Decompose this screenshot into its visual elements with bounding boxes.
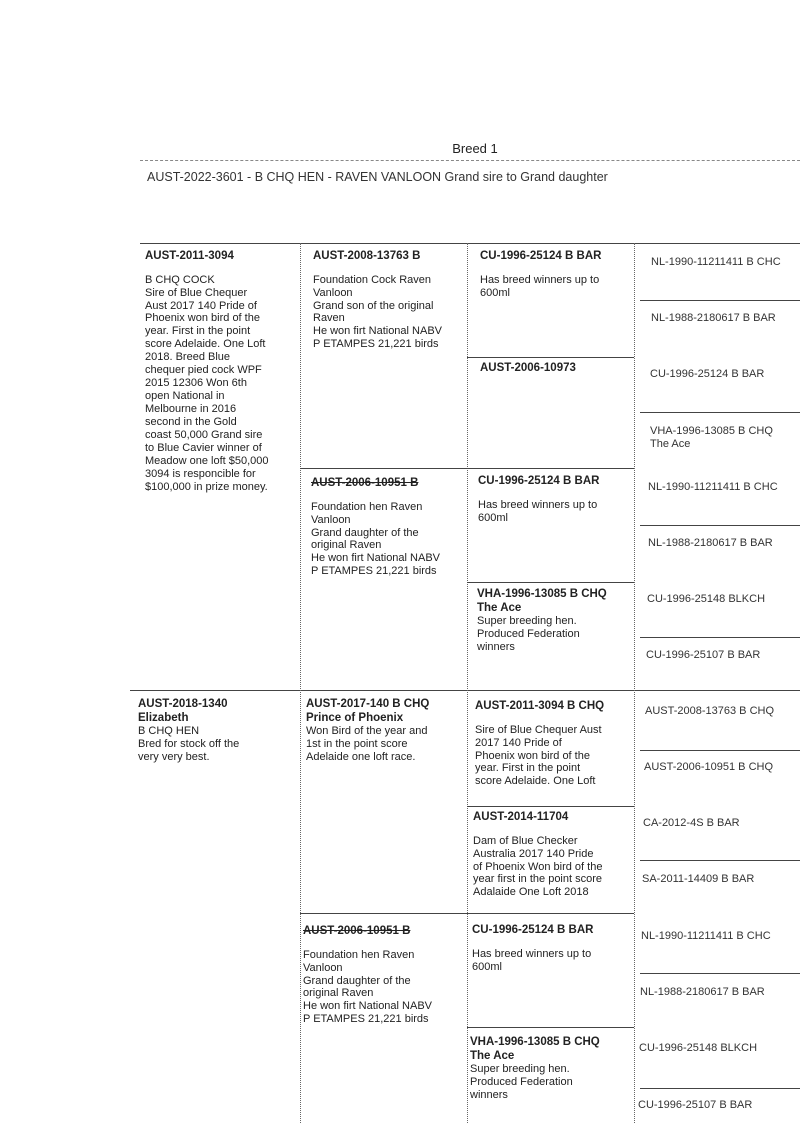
dam-band: AUST-2018-1340 — [138, 698, 228, 710]
gen3-line — [467, 1027, 634, 1028]
pedigree-top-line — [140, 243, 800, 244]
gen4-cell — [650, 425, 800, 451]
gen2-description: Foundation Cock Raven Vanloon Grand son of the original Raven He won firt National NABV P ETAMPES 21,221 birds — [313, 273, 442, 351]
gen3-band: AUST-2014-11704 — [473, 811, 569, 823]
gen4-cell — [638, 1099, 800, 1112]
gen2-name: Prince of Phoenix — [306, 711, 404, 724]
gen3-cell — [480, 362, 632, 466]
gen4-band: CU-1996-25107 B BAR — [638, 1099, 753, 1111]
gen4-line — [640, 300, 800, 301]
gen4-cell — [639, 1042, 800, 1055]
sire-description: B CHQ COCK Sire of Blue Chequer Aust 2017 140 Pride of Phoenix won bird of the year. First in the point score Adelaide. One Loft 2018. Breed Blue chequer pied cock WPF 2015 12306 Won 6th open National in Melbourne in 2016 second in the Gold coast 50,000 Grand sire to Blue Cavier winner of Meadow one loft $50,000 3094 is responcible for $100,000 in prize money. — [145, 273, 269, 494]
sire-cell — [145, 250, 297, 680]
gen3-description: Has breed winners up to 600ml — [480, 273, 600, 299]
gen3-band: VHA-1996-13085 B CHQ — [470, 1036, 600, 1048]
gen2-cell — [313, 250, 465, 465]
gen4-cell — [650, 368, 800, 381]
gen3-band: CU-1996-25124 B BAR — [472, 924, 594, 936]
gen4-line — [640, 1088, 800, 1089]
gen4-cell — [648, 481, 800, 494]
gen2-band: AUST-2006-10951 B — [303, 925, 411, 937]
gen4-band: CU-1996-25124 B BAR — [650, 368, 765, 380]
gen4-band: AUST-2006-10951 B CHQ — [644, 761, 774, 773]
gen2-cell — [306, 698, 465, 908]
gen4-band: NL-1990-11211411 B CHC — [641, 930, 771, 942]
gen4-band: NL-1988-2180617 B BAR — [640, 986, 765, 998]
gen4-line — [640, 412, 800, 413]
gen3-description: Has breed winners up to 600ml — [478, 498, 598, 524]
column-divider-2 — [467, 243, 468, 1123]
gen3-line — [467, 806, 634, 807]
gen3-description: Super breeding hen. Produced Federation winners — [477, 615, 580, 654]
gen3-description: Super breeding hen. Produced Federation winners — [470, 1063, 573, 1102]
gen2-cell — [311, 477, 465, 687]
gen3-line — [467, 582, 634, 583]
gen2-line — [300, 468, 467, 469]
gen4-band: VHA-1996-13085 B CHQ — [650, 425, 773, 437]
gen4-band: NL-1988-2180617 B BAR — [651, 312, 776, 324]
gen3-band: VHA-1996-13085 B CHQ — [477, 588, 607, 600]
gen4-cell — [646, 649, 800, 662]
gen3-band: AUST-2006-10973 — [480, 362, 576, 374]
gen4-band: CU-1996-25148 BLKCH — [639, 1042, 758, 1054]
subject-divider — [140, 160, 800, 161]
gen3-line — [467, 357, 634, 358]
gen3-cell — [472, 924, 634, 1025]
gen3-line — [467, 913, 634, 914]
gen2-line — [300, 913, 467, 914]
gen4-band: CU-1996-25148 BLKCH — [647, 593, 766, 605]
gen4-line — [640, 860, 800, 861]
gen4-band: SA-2011-14409 B BAR — [642, 873, 755, 885]
sire-band: AUST-2011-3094 — [145, 250, 234, 262]
gen2-band: AUST-2017-140 B CHQ — [306, 698, 430, 710]
gen2-description: Won Bird of the year and 1st in the point score Adelaide one loft race. — [306, 725, 428, 764]
gen3-cell — [475, 700, 634, 804]
gen3-line — [467, 468, 634, 469]
gen4-band: NL-1988-2180617 B BAR — [648, 537, 773, 549]
gen4-cell — [641, 930, 800, 943]
gen4-band: CA-2012-4S B BAR — [643, 817, 740, 829]
gen4-cell — [640, 986, 800, 999]
dam-description: B CHQ HEN Bred for stock off the very very best. — [138, 725, 240, 764]
gen4-cell — [651, 312, 800, 325]
gen3-band: CU-1996-25124 B BAR — [480, 250, 602, 262]
gen4-cell — [645, 705, 800, 718]
gen3-cell — [480, 250, 632, 355]
gen3-name: The Ace — [470, 1049, 515, 1062]
gen4-cell — [651, 256, 800, 269]
page-title: Breed 1 — [452, 141, 498, 156]
gen4-name: The Ace — [650, 437, 691, 450]
gen4-line — [640, 637, 800, 638]
dam-name: Elizabeth — [138, 711, 189, 724]
gen3-band: CU-1996-25124 B BAR — [478, 475, 600, 487]
gen3-description: Sire of Blue Chequer Aust 2017 140 Pride of Phoenix won bird of the year. First in the point score Adelaide. One Loft — [475, 723, 602, 788]
gen4-cell — [647, 593, 800, 606]
gen3-name: The Ace — [477, 601, 522, 614]
gen4-cell — [644, 761, 800, 774]
gen4-line — [640, 973, 800, 974]
gen3-description: Dam of Blue Checker Australia 2017 140 Pride of Phoenix Won bird of the year first in the point score Adalaide One Loft 2018 — [473, 834, 603, 899]
gen3-cell — [473, 811, 634, 911]
column-divider-3 — [634, 243, 635, 1123]
gen4-line — [640, 525, 800, 526]
gen2-description: Foundation hen Raven Vanloon Grand daughter of the original Raven He won firt National NABV P ETAMPES 21,221 birds — [311, 500, 440, 578]
gen4-band: AUST-2008-13763 B CHQ — [645, 705, 775, 717]
gen4-cell — [643, 817, 800, 830]
gen2-band: AUST-2008-13763 B — [313, 250, 421, 262]
gen3-band: AUST-2011-3094 B CHQ — [475, 700, 605, 712]
gen2-description: Foundation hen Raven Vanloon Grand daughter of the original Raven He won firt National NABV P ETAMPES 21,221 birds — [303, 948, 432, 1026]
gen4-band: CU-1996-25107 B BAR — [646, 649, 761, 661]
gen3-cell — [470, 1036, 634, 1126]
gen3-cell — [477, 588, 634, 688]
gen4-cell — [642, 873, 800, 886]
gen3-cell — [478, 475, 632, 580]
pedigree-mid-line — [130, 690, 800, 691]
gen3-description: Has breed winners up to 600ml — [472, 947, 592, 973]
dam-cell — [138, 698, 298, 898]
gen4-band: NL-1990-11211411 B CHC — [648, 481, 778, 493]
subject-pigeon: AUST-2022-3601 - B CHQ HEN - RAVEN VANLOON Grand sire to Grand daughter — [147, 170, 608, 184]
column-divider-1 — [300, 243, 301, 1123]
gen4-cell — [648, 537, 800, 550]
gen2-band: AUST-2006-10951 B — [311, 477, 419, 489]
gen2-cell — [303, 925, 465, 1125]
gen4-band: NL-1990-11211411 B CHC — [651, 256, 781, 268]
gen4-line — [640, 750, 800, 751]
